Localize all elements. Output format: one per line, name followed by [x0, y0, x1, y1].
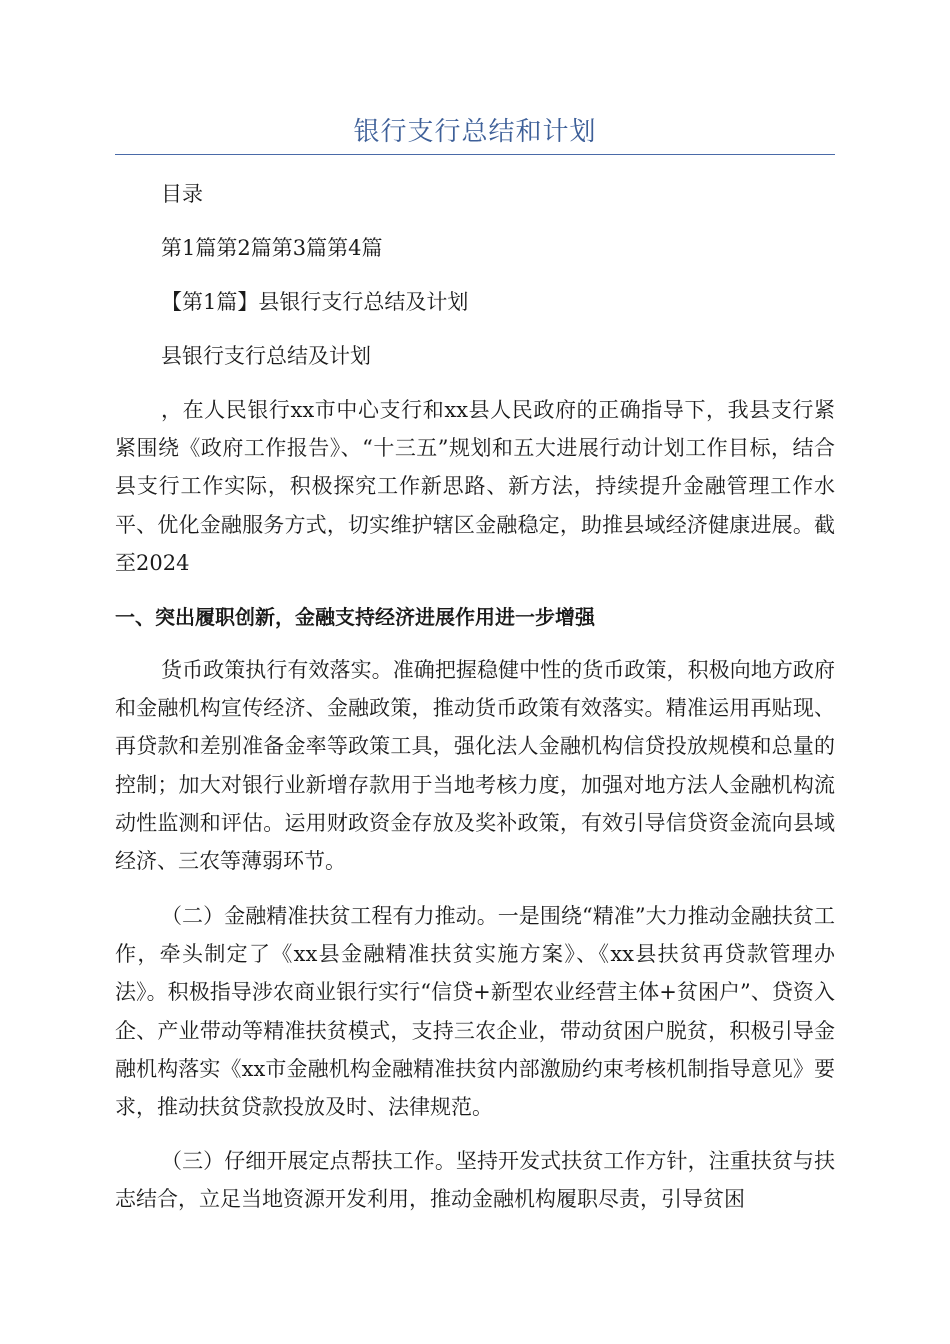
article-marker: 【第1篇】县银行支行总结及计划 — [161, 290, 469, 314]
title-underline — [115, 154, 835, 155]
body-paragraph: （三）仔细开展定点帮扶工作。坚持开发式扶贫工作方针，注重扶贫与扶志结合，立足当地资源开发利用，推动金融机构履职尽责，引导贫困 — [115, 1149, 835, 1212]
article-title: 县银行支行总结及计划 — [161, 344, 371, 368]
body-paragraph: （二）金融精准扶贫工程有力推动。一是围绕“精准”大力推动金融扶贫工作，牵头制定了《xx县金融精准扶贫实施方案》、《xx县扶贫再贷款管理办法》。积极指导涉农商业银行实行“信贷+新型农业经营主体+贫困户”、贷资入企、产业带动等精准扶贫模式，支持三农企业，带动贫困户脱贫，积极引导金融机构落实《xx市金融机构金融精准扶贫内部激励约束考核机制指导意见》要求，推动扶贫贷款投放及时、法律规范。 — [115, 904, 835, 1120]
toc-label: 目录 — [161, 182, 203, 206]
toc-entries: 第1篇第2篇第3篇第4篇 — [161, 236, 383, 260]
document-title: 银行支行总结和计划 — [353, 117, 597, 147]
section-heading: 一、突出履职创新，金融支持经济进展作用进一步增强 — [115, 605, 595, 629]
intro-paragraph: ，在人民银行xx市中心支行和xx县人民政府的正确指导下，我县支行紧紧围绕《政府工作报告》、“十三五”规划和五大进展行动计划工作目标，结合县支行工作实际，积极探究工作新思路、新方法，持续提升金融管理工作水平、优化金融服务方式，切实维护辖区金融稳定，助推县域经济健康进展。截至2024 — [115, 398, 835, 575]
body-paragraph: 货币政策执行有效落实。准确把握稳健中性的货币政策，积极向地方政府和金融机构宣传经济、金融政策，推动货币政策有效落实。精准运用再贴现、再贷款和差别准备金率等政策工具，强化法人金融机构信贷投放规模和总量的控制；加大对银行业新增存款用于当地考核力度，加强对地方法人金融机构流动性监测和评估。运用财政资金存放及奖补政策，有效引导信贷资金流向县域经济、三农等薄弱环节。 — [115, 658, 835, 874]
